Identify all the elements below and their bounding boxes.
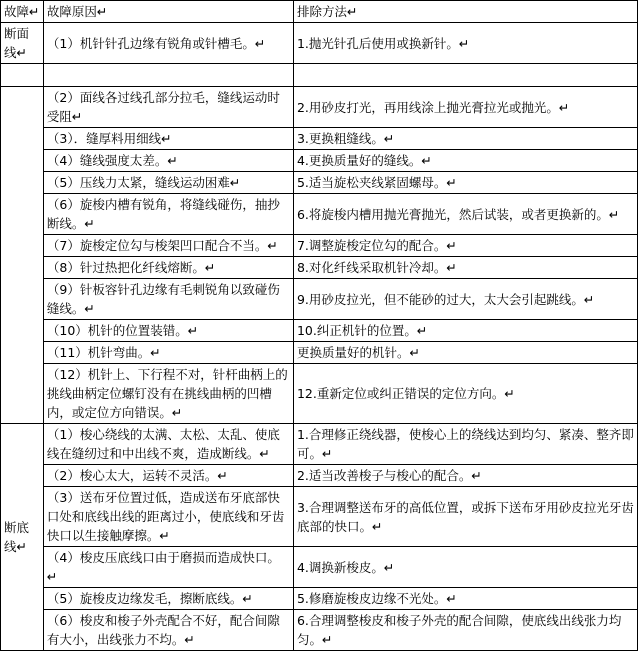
table-row xyxy=(1,610,638,651)
fix-cell: 5.修磨旋梭皮边缘不光处。↵ xyxy=(293,588,637,610)
fix-cell: 2.用砂皮打光，再用线涂上抛光膏拉光或抛光。↵ xyxy=(293,87,637,128)
cause-cell: （5）压线力太紧，缝线运动困难↵ xyxy=(43,172,293,194)
cause-cell: （12）机针上、下行程不对，针杆曲柄上的挑线曲柄定位螺钉没有在挑线曲柄的凹槽内，或定位方向错误。↵ xyxy=(43,364,293,424)
table-row xyxy=(1,172,638,194)
table-row xyxy=(1,465,638,487)
fix-cell: 1.抛光针孔后使用或换新针。↵ xyxy=(293,23,637,64)
table-row xyxy=(1,487,638,547)
table-row xyxy=(1,424,638,465)
table-row xyxy=(1,23,638,64)
cause-cell: （7）旋梭定位勾与梭架凹口配合不当。↵ xyxy=(43,235,293,257)
cause-cell: （3）送布牙位置过低，造成送布牙底部快口处和底线出线的距离过小，使底线和牙齿快口以生接触摩擦。↵ xyxy=(43,487,293,547)
cause-cell: （8）针过热把化纤线熔断。↵ xyxy=(43,257,293,279)
fix-cell: 6.将旋梭内槽用抛光膏抛光，然后试装，或者更换新的。↵ xyxy=(293,194,637,235)
table-row xyxy=(1,128,638,150)
header-fault: 故障↵ xyxy=(1,1,44,23)
table-row xyxy=(1,150,638,172)
fix-cell: 2.适当改善梭子与梭心的配合。↵ xyxy=(293,465,637,487)
cause-cell: （2）梭心太大，运转不灵活。↵ xyxy=(43,465,293,487)
spacer-cell xyxy=(43,64,293,87)
fix-cell: 9.用砂皮拉光，但不能砂的过大，太大会引起跳线。↵ xyxy=(293,279,637,320)
spacer-cell xyxy=(1,64,44,87)
fix-cell: 3.合理调整送布牙的高低位置，或拆下送布牙用砂皮拉光牙齿底部的快口。↵ xyxy=(293,487,637,547)
fix-cell: 更换质量好的机针。↵ xyxy=(293,342,637,364)
table-row xyxy=(1,364,638,424)
fault-cell xyxy=(1,87,44,424)
fix-cell: 5.适当旋松夹线紧固螺母。↵ xyxy=(293,172,637,194)
fix-cell: 1.合理修正绕线器，使梭心上的绕线达到均匀、紧凑、整齐即可。↵ xyxy=(293,424,637,465)
header-fix: 排除方法↵ xyxy=(293,1,637,23)
fix-cell: 8.对化纤线采取机针冷却。↵ xyxy=(293,257,637,279)
fault-cell-broken-surface-thread: 断面线↵ xyxy=(1,23,44,64)
fix-cell: 4.更换质量好的缝线。↵ xyxy=(293,150,637,172)
cause-cell: （2）面线各过线孔部分拉毛，缝线运动时受阻↵ xyxy=(43,87,293,128)
fault-cell-broken-bobbin-thread: 断底线↵ xyxy=(1,424,44,651)
table-row xyxy=(1,342,638,364)
fix-cell: 3.更换粗缝线。↵ xyxy=(293,128,637,150)
cause-cell: （4）梭皮压底线口由于磨损而造成快口。↵ xyxy=(43,547,293,588)
header-cause: 故障原因↵ xyxy=(43,1,293,23)
fix-cell: 6.合理调整梭皮和梭子外壳的配合间隙，使底线出线张力均匀。↵ xyxy=(293,610,637,651)
cause-cell: （10）机针的位置装错。↵ xyxy=(43,320,293,342)
table-row xyxy=(1,588,638,610)
table-row xyxy=(1,87,638,128)
cause-cell: （6）梭皮和梭子外壳配合不好，配合间隙有大小，出线张力不均。↵ xyxy=(43,610,293,651)
cause-cell: （1）机针针孔边缘有锐角或针槽毛。↵ xyxy=(43,23,293,64)
table-row xyxy=(1,194,638,235)
cause-cell: （6）旋梭内槽有锐角，将缝线碰伤，抽抄断线。↵ xyxy=(43,194,293,235)
cause-cell: （11）机针弯曲。↵ xyxy=(43,342,293,364)
cause-cell: （5）旋梭皮边缘发毛，擦断底线。↵ xyxy=(43,588,293,610)
fix-cell: 7.调整旋梭定位勾的配合。↵ xyxy=(293,235,637,257)
table-row xyxy=(1,235,638,257)
cause-cell: （1）梭心绕线的太满、太松、太乱、使底线在缝纫过和中出线不爽，造成断线。↵ xyxy=(43,424,293,465)
fix-cell: 12.重新定位或纠正错误的定位方向。↵ xyxy=(293,364,637,424)
cause-cell: （9）针板容针孔边缘有毛刺锐角以致碰伤缝线。↵ xyxy=(43,279,293,320)
table-row xyxy=(1,257,638,279)
cause-cell: （3）．缝厚料用细线↵ xyxy=(43,128,293,150)
spacer-row xyxy=(1,64,638,87)
fix-cell: 4.调换新梭皮。↵ xyxy=(293,547,637,588)
table-row xyxy=(1,547,638,588)
fix-cell: 10.纠正机针的位置。↵ xyxy=(293,320,637,342)
table-row xyxy=(1,320,638,342)
cause-cell: （4）缝线强度太差。↵ xyxy=(43,150,293,172)
header-row xyxy=(1,1,638,23)
table-row xyxy=(1,279,638,320)
spacer-cell xyxy=(293,64,637,87)
